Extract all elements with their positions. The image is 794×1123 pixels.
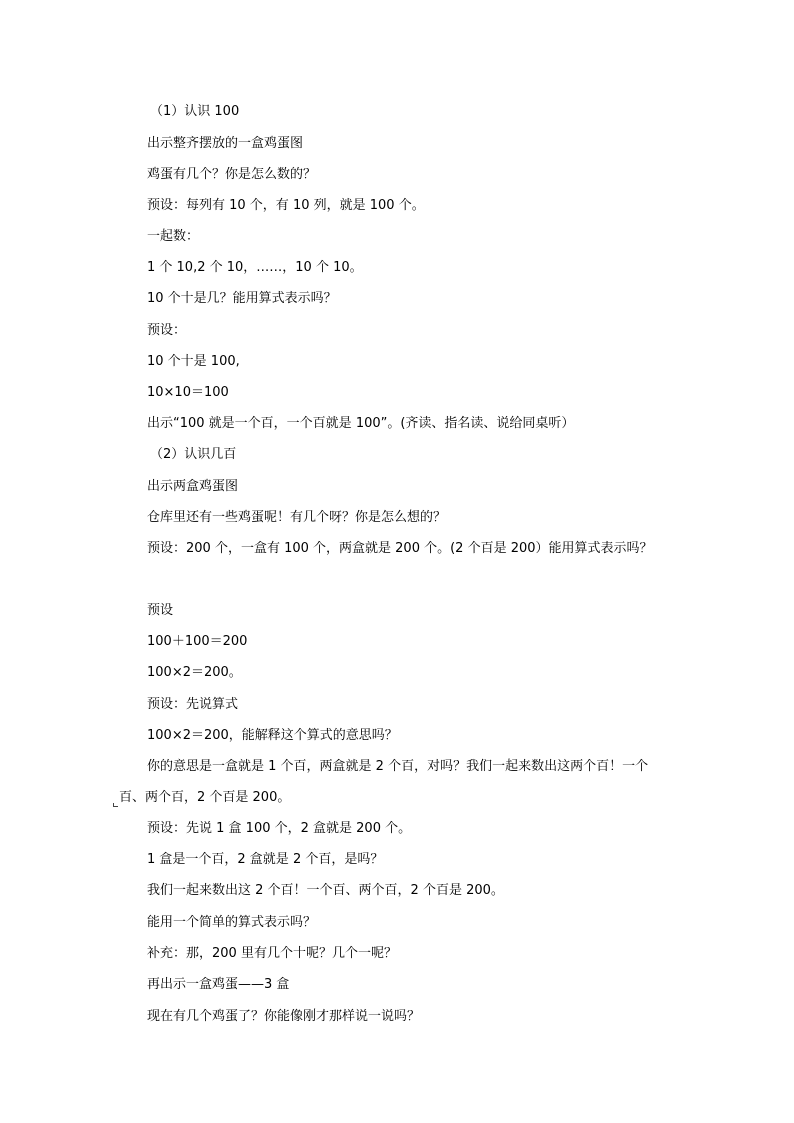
section-heading-2: （2）认识几百 bbox=[150, 447, 237, 462]
text-line: 我们一起来数出这 2 个百！一个百、两个百，2 个百是 200。 bbox=[147, 883, 504, 898]
text-line: 出示两盒鸡蛋图 bbox=[147, 479, 239, 494]
text-line: 预设： bbox=[147, 323, 187, 338]
text-line: 预设 bbox=[147, 603, 174, 618]
text-line: 补充：那，200 里有几个十呢？几个一呢？ bbox=[147, 946, 397, 961]
equation-line: 100＋100＝200 bbox=[147, 634, 248, 649]
text-line: 百、两个百，2 个百是 200。 bbox=[119, 790, 291, 805]
text-line: 你的意思是一盒就是 1 个百，两盒就是 2 个百，对吗？我们一起来数出这两个百！一个 bbox=[147, 759, 649, 774]
text-line: 预设：先说算式 bbox=[147, 697, 239, 712]
text-line: 出示“100 就是一个百，一个百就是 100”。(齐读、指名读、说给同桌听） bbox=[147, 416, 575, 431]
text-line: 再出示一盒鸡蛋——3 盒 bbox=[147, 977, 290, 992]
equation-line: 100×2＝200。 bbox=[147, 665, 242, 680]
text-line: 1 盒是一个百，2 盒就是 2 个百，是吗？ bbox=[147, 852, 384, 867]
text-line: 10 个十是几？能用算式表示吗？ bbox=[147, 291, 337, 306]
text-line: 出示整齐摆放的一盒鸡蛋图 bbox=[147, 136, 304, 151]
text-line: 仓库里还有一些鸡蛋呢！有几个呀？你是怎么想的？ bbox=[147, 510, 447, 525]
section-heading-1: （1）认识 100 bbox=[150, 104, 240, 119]
text-line: 10 个十是 100, bbox=[147, 354, 240, 369]
text-line: 现在有几个鸡蛋了？你能像刚才那样说一说吗？ bbox=[147, 1009, 421, 1024]
text-line: 一起数： bbox=[147, 229, 200, 244]
text-line: 100×2＝200，能解释这个算式的意思吗？ bbox=[147, 728, 398, 743]
paragraph-mark bbox=[113, 803, 118, 807]
text-line: 预设：先说 1 盒 100 个，2 盒就是 200 个。 bbox=[147, 821, 412, 836]
text-line: 预设：200 个，一盒有 100 个，两盒就是 200 个。(2 个百是 200）能用算式表示吗？ bbox=[147, 541, 653, 556]
text-line: 能用一个简单的算式表示吗？ bbox=[147, 915, 317, 930]
equation-line: 10×10＝100 bbox=[147, 385, 229, 400]
text-line: 预设：每列有 10 个，有 10 列，就是 100 个。 bbox=[147, 198, 425, 213]
text-line: 1 个 10,2 个 10，……，10 个 10。 bbox=[147, 260, 363, 275]
text-line: 鸡蛋有几个？你是怎么数的？ bbox=[147, 167, 317, 182]
